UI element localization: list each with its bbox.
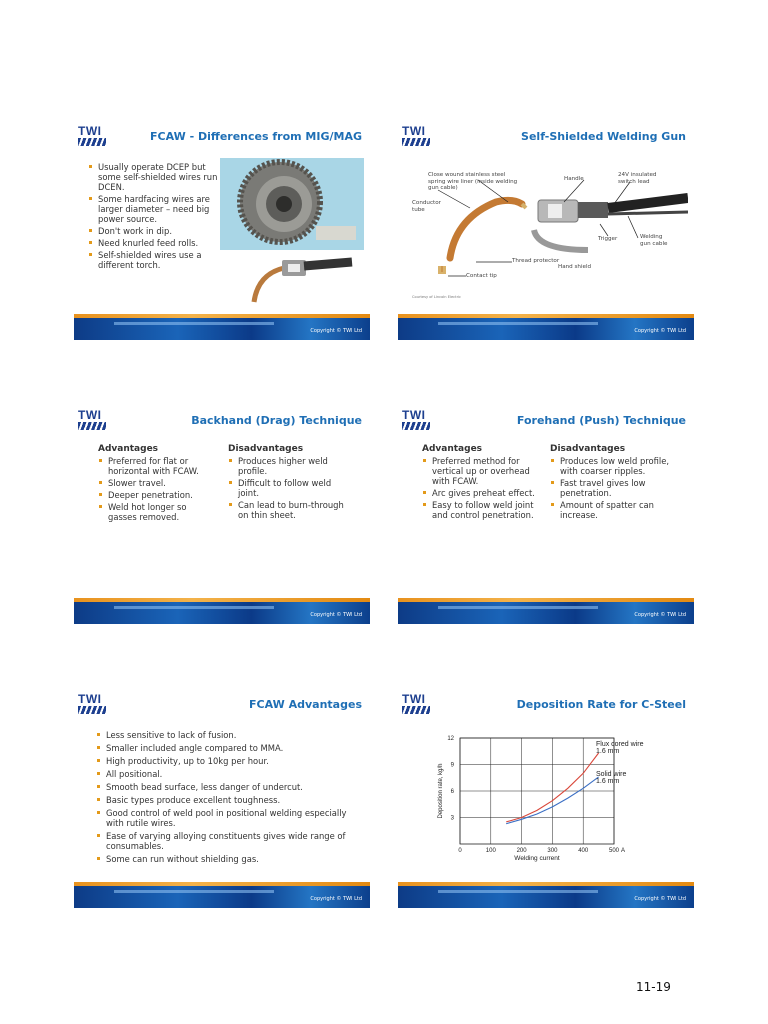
x-axis-label: Welding current [514,855,560,862]
list-item: Preferred method for vertical up or overhead with FCAW. [422,456,544,486]
twi-logo: TWI [78,692,108,718]
list-item: Produces low weld profile, with coarser ripples. [550,456,678,476]
twi-logo: TWI [78,408,108,434]
twi-logo: TWI [78,124,108,150]
advantages-heading: Advantages [98,444,159,454]
slide-footer: Copyright © TWI Ltd [74,598,370,624]
list-item: Less sensitive to lack of fusion. [96,730,358,740]
x-tick-label: 100 [485,848,496,854]
list-item: Preferred for flat or horizontal with FCAW. [98,456,216,476]
slide-footer: Copyright © TWI Ltd [74,882,370,908]
list-item: Need knurled feed rolls. [88,238,220,248]
slide-footer: Copyright © TWI Ltd [398,882,694,908]
slide-fcaw-differences [74,118,370,340]
slide-forehand-technique [398,402,694,624]
slide-title: Deposition Rate for C-Steel [516,698,686,711]
twi-logo: TWI [402,692,432,718]
legend-label: Flux cored wire [596,741,644,748]
list-item: Deeper penetration. [98,490,216,500]
twi-logo: TWI [402,408,432,434]
list-item: Amount of spatter can increase. [550,500,678,520]
list-item: Smooth bead surface, less danger of undercut. [96,782,358,792]
list-item: High productivity, up to 10kg per hour. [96,756,358,766]
page-number: 11-19 [636,980,671,994]
disadvantages-column [228,444,352,522]
list-item: Some hardfacing wires are larger diameter – need big power source. [88,194,220,224]
x-tick-label: 300 [547,848,558,854]
slide-footer: Copyright © TWI Ltd [398,598,694,624]
list-item: Don't work in dip. [88,226,220,236]
y-axis-label: Deposition rate, kg/h [438,763,444,819]
x-unit-label: A [621,848,626,854]
advantages-column [98,444,216,524]
list-item: Basic types produce excellent toughness. [96,795,358,805]
list-item: Some can run without shielding gas. [96,854,358,864]
legend-sub-label: 1.6 mm [596,748,620,755]
slide-title: Forehand (Push) Technique [516,414,686,427]
slide-title: Self-Shielded Welding Gun [521,130,686,143]
slide-footer: Copyright © TWI Ltd [74,314,370,340]
legend-label: Solid wire [596,771,627,778]
label-conductor: Conductor tube [412,200,441,213]
y-tick-label: 3 [450,815,454,822]
list-item: Weld hot longer so gasses removed. [98,502,216,522]
list-item: Arc gives preheat effect. [422,488,544,498]
slide-title: Backhand (Drag) Technique [191,414,362,427]
slide-self-shielded-gun [398,118,694,340]
torch-photo [244,254,354,306]
disadvantages-column [550,444,678,522]
slide-footer: Copyright © TWI Ltd [398,314,694,340]
list-item: Easy to follow weld joint and control penetration. [422,500,544,520]
label-hand-shield: Hand shield [558,264,592,270]
x-tick-label: 200 [516,848,527,854]
slide-title: FCAW - Differences from MIG/MAG [150,130,362,143]
list-item: Slower travel. [98,478,216,488]
slide-fcaw-advantages [74,686,370,908]
y-tick-label: 12 [447,736,454,742]
slide-title: FCAW Advantages [249,698,362,711]
list-item: Good control of weld pool in positional welding especially with rutile wires. [96,808,358,828]
label-gun-cable: Welding gun cable [640,234,668,247]
label-contact-tip: Contact tip [466,273,497,279]
twi-logo: TWI [402,124,432,150]
list-item: Fast travel gives low penetration. [550,478,678,498]
x-tick-label: 500 [608,848,620,854]
label-courtesy: Courtesy of Lincoln Electric [412,295,462,299]
slide-deposition-rate [398,686,694,908]
legend-sub-label: 1.6 mm [596,778,620,785]
y-tick-label: 6 [450,789,454,795]
x-tick-label: 0 [458,848,462,854]
list-item: Ease of varying alloying constituents gives wide range of consumables. [96,831,358,851]
label-switch-lead: 24V insulated switch lead [618,172,657,185]
disadvantages-heading: Disadvantages [228,444,304,454]
bullet-list [88,162,220,272]
deposition-chart [428,730,678,866]
slide-backhand-technique [74,402,370,624]
y-tick-label: 9 [450,762,454,769]
label-thread-protector: Thread protector [512,258,560,264]
list-item: All positional. [96,769,358,779]
label-trigger: Trigger [598,236,618,242]
label-handle: Handle [564,176,584,182]
list-item: Smaller included angle compared to MMA. [96,743,358,753]
disadvantages-heading: Disadvantages [550,444,626,454]
list-item: Self-shielded wires use a different torch. [88,250,220,270]
feed-roll-photo [220,158,364,250]
x-tick-label: 400 [578,848,589,854]
list-item: Can lead to burn-through on thin sheet. [228,500,352,520]
list-item: Usually operate DCEP but some self-shielded wires run DCEN. [88,162,220,192]
list-item: Produces higher weld profile. [228,456,352,476]
bullet-list [96,730,358,866]
advantages-heading: Advantages [422,444,483,454]
list-item: Difficult to follow weld joint. [228,478,352,498]
label-liner: Close wound stainless steel spring wire liner (inside welding gun cable) [428,172,518,191]
advantages-column [422,444,544,522]
